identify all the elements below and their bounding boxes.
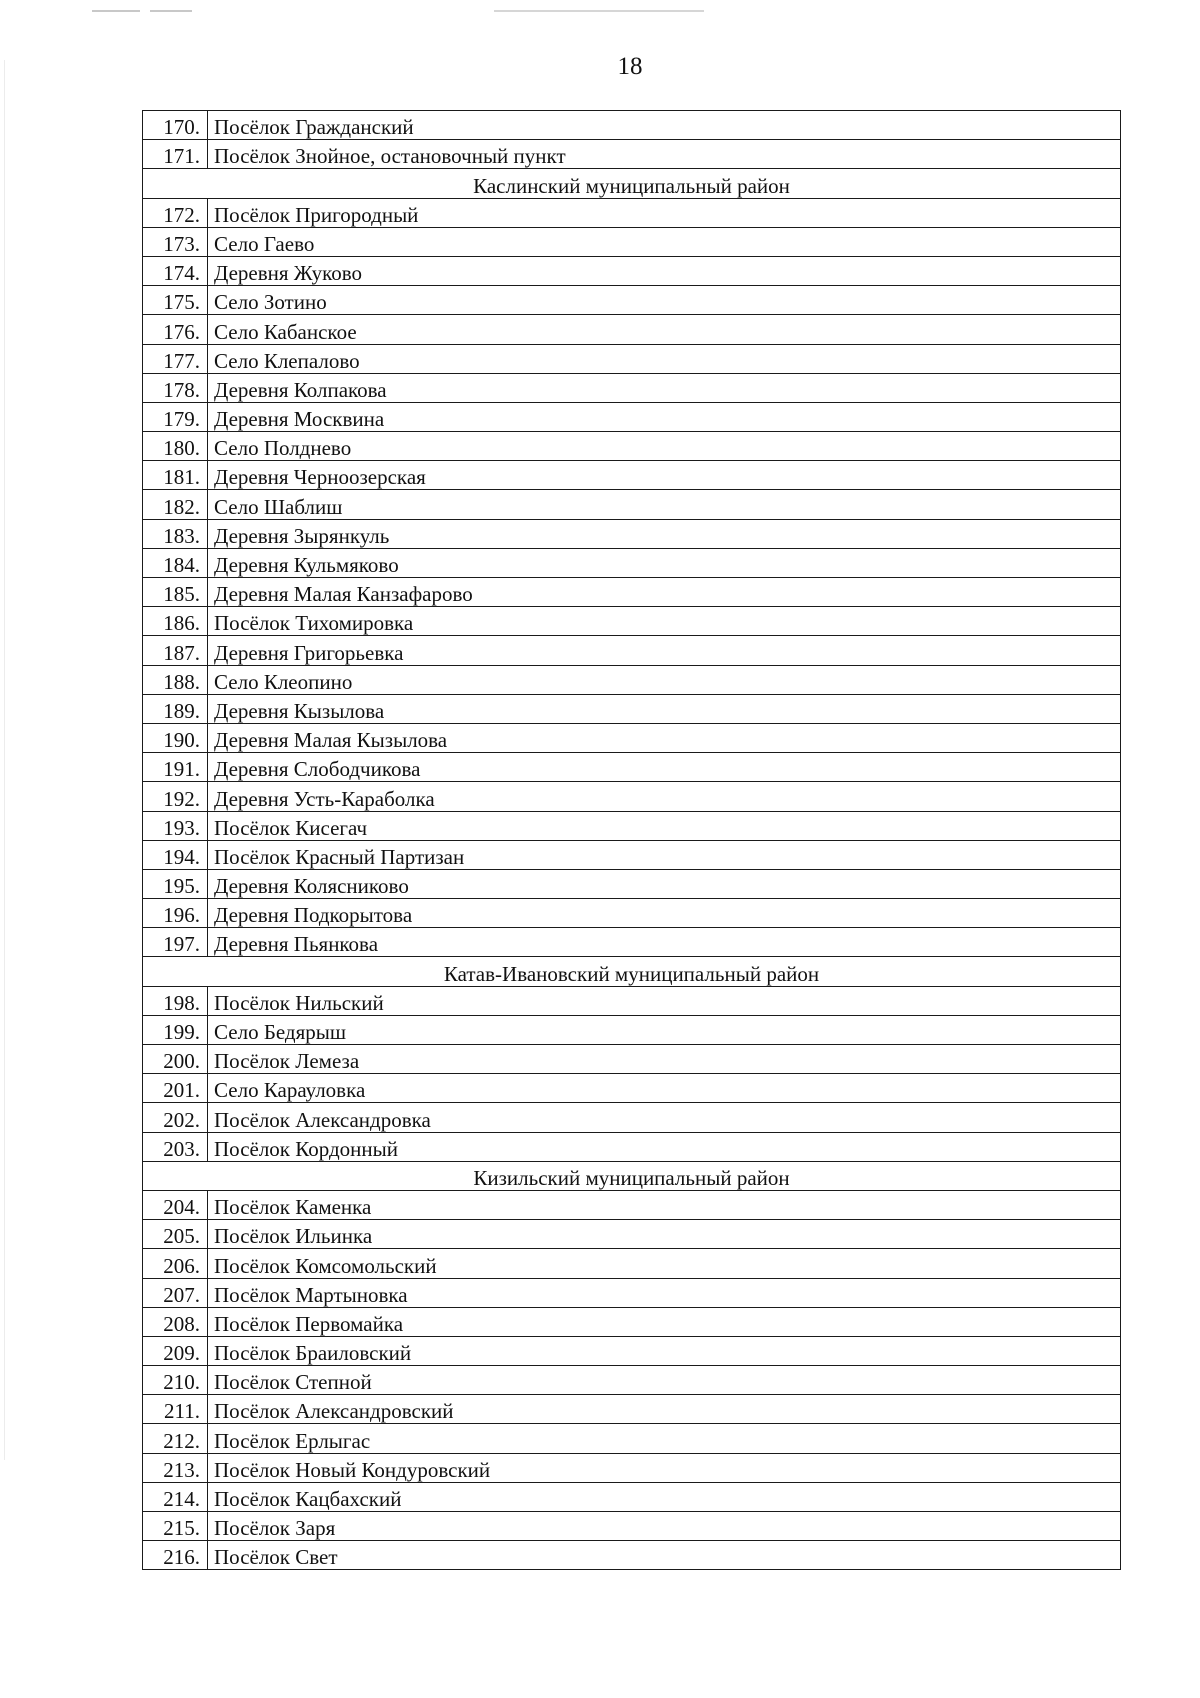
settlement-name: Село Клепалово xyxy=(208,344,1121,373)
row-number: 183. xyxy=(143,519,208,548)
row-number: 208. xyxy=(143,1307,208,1336)
row-number: 185. xyxy=(143,578,208,607)
settlement-name: Деревня Колясниково xyxy=(208,869,1121,898)
row-number: 196. xyxy=(143,899,208,928)
row-number: 181. xyxy=(143,461,208,490)
settlement-name: Деревня Жуково xyxy=(208,256,1121,285)
settlement-name: Посёлок Новый Кондуровский xyxy=(208,1453,1121,1482)
settlement-name: Посёлок Браиловский xyxy=(208,1336,1121,1365)
settlement-name: Деревня Кульмяково xyxy=(208,548,1121,577)
table-row xyxy=(143,344,1121,373)
row-number: 180. xyxy=(143,432,208,461)
settlement-name: Посёлок Мартыновка xyxy=(208,1278,1121,1307)
row-number: 201. xyxy=(143,1074,208,1103)
table-row xyxy=(143,198,1121,227)
table-row xyxy=(143,519,1121,548)
row-number: 213. xyxy=(143,1453,208,1482)
row-number: 190. xyxy=(143,723,208,752)
settlement-name: Посёлок Кисегач xyxy=(208,811,1121,840)
table-row xyxy=(143,1541,1121,1570)
table-row xyxy=(143,1366,1121,1395)
settlement-name: Село Кабанское xyxy=(208,315,1121,344)
settlement-name: Село Бедярыш xyxy=(208,1015,1121,1044)
settlements-table xyxy=(142,110,1121,1570)
row-number: 214. xyxy=(143,1482,208,1511)
table-row xyxy=(143,432,1121,461)
row-number: 206. xyxy=(143,1249,208,1278)
row-number: 194. xyxy=(143,840,208,869)
settlement-name: Посёлок Александровка xyxy=(208,1103,1121,1132)
row-number: 173. xyxy=(143,227,208,256)
settlement-name: Село Зотино xyxy=(208,286,1121,315)
table-row xyxy=(143,1482,1121,1511)
row-number: 172. xyxy=(143,198,208,227)
row-number: 205. xyxy=(143,1220,208,1249)
scan-artifact xyxy=(494,10,704,12)
table-row xyxy=(143,1512,1121,1541)
table-row xyxy=(143,636,1121,665)
row-number: 176. xyxy=(143,315,208,344)
table-row xyxy=(143,694,1121,723)
row-number: 192. xyxy=(143,782,208,811)
settlement-name: Деревня Москвина xyxy=(208,402,1121,431)
table-row xyxy=(143,899,1121,928)
row-number: 179. xyxy=(143,402,208,431)
table-row xyxy=(143,1278,1121,1307)
table-row xyxy=(143,373,1121,402)
settlement-name: Посёлок Каменка xyxy=(208,1190,1121,1219)
row-number: 203. xyxy=(143,1132,208,1161)
row-number: 211. xyxy=(143,1395,208,1424)
table-row xyxy=(143,490,1121,519)
table-row xyxy=(143,1132,1121,1161)
table-row xyxy=(143,1395,1121,1424)
table-row xyxy=(143,256,1121,285)
table-row xyxy=(143,1424,1121,1453)
row-number: 215. xyxy=(143,1512,208,1541)
table-row xyxy=(143,111,1121,140)
row-number: 175. xyxy=(143,286,208,315)
table-row xyxy=(143,227,1121,256)
row-number: 171. xyxy=(143,140,208,169)
table-row xyxy=(143,578,1121,607)
settlement-name: Посёлок Комсомольский xyxy=(208,1249,1121,1278)
row-number: 200. xyxy=(143,1045,208,1074)
settlements-table-body xyxy=(143,111,1121,1570)
table-row xyxy=(143,461,1121,490)
table-row xyxy=(143,402,1121,431)
settlement-name: Деревня Колпакова xyxy=(208,373,1121,402)
row-number: 216. xyxy=(143,1541,208,1570)
settlement-name: Посёлок Пригородный xyxy=(208,198,1121,227)
settlement-name: Деревня Григорьевка xyxy=(208,636,1121,665)
district-header-row xyxy=(143,169,1121,198)
table-row xyxy=(143,869,1121,898)
table-row xyxy=(143,1453,1121,1482)
settlement-name: Посёлок Красный Партизан xyxy=(208,840,1121,869)
row-number: 195. xyxy=(143,869,208,898)
row-number: 189. xyxy=(143,694,208,723)
district-name: Катав-Ивановский муниципальный район xyxy=(143,957,1121,986)
table-row xyxy=(143,665,1121,694)
scan-artifact xyxy=(92,10,140,12)
settlement-name: Посёлок Свет xyxy=(208,1541,1121,1570)
row-number: 210. xyxy=(143,1366,208,1395)
district-name: Кизильский муниципальный район xyxy=(143,1161,1121,1190)
settlement-name: Село Шаблиш xyxy=(208,490,1121,519)
settlement-name: Посёлок Ильинка xyxy=(208,1220,1121,1249)
table-row xyxy=(143,1190,1121,1219)
settlement-name: Деревня Малая Кызылова xyxy=(208,723,1121,752)
row-number: 188. xyxy=(143,665,208,694)
row-number: 191. xyxy=(143,753,208,782)
table-row xyxy=(143,1220,1121,1249)
table-row xyxy=(143,286,1121,315)
row-number: 202. xyxy=(143,1103,208,1132)
settlement-name: Посёлок Первомайка xyxy=(208,1307,1121,1336)
settlement-name: Село Гаево xyxy=(208,227,1121,256)
row-number: 207. xyxy=(143,1278,208,1307)
settlement-name: Посёлок Степной xyxy=(208,1366,1121,1395)
settlement-name: Посёлок Лемеза xyxy=(208,1045,1121,1074)
row-number: 186. xyxy=(143,607,208,636)
row-number: 204. xyxy=(143,1190,208,1219)
table-row xyxy=(143,986,1121,1015)
row-number: 170. xyxy=(143,111,208,140)
settlement-name: Посёлок Знойное, остановочный пункт xyxy=(208,140,1121,169)
row-number: 184. xyxy=(143,548,208,577)
settlement-name: Село Клеопино xyxy=(208,665,1121,694)
table-row xyxy=(143,928,1121,957)
table-row xyxy=(143,753,1121,782)
row-number: 178. xyxy=(143,373,208,402)
table-row xyxy=(143,811,1121,840)
settlement-name: Посёлок Кордонный xyxy=(208,1132,1121,1161)
table-row xyxy=(143,1336,1121,1365)
settlement-name: Посёлок Кацбахский xyxy=(208,1482,1121,1511)
table-row xyxy=(143,607,1121,636)
row-number: 199. xyxy=(143,1015,208,1044)
row-number: 174. xyxy=(143,256,208,285)
row-number: 182. xyxy=(143,490,208,519)
row-number: 209. xyxy=(143,1336,208,1365)
row-number: 177. xyxy=(143,344,208,373)
settlement-name: Деревня Зырянкуль xyxy=(208,519,1121,548)
scan-edge xyxy=(4,60,5,1460)
row-number: 212. xyxy=(143,1424,208,1453)
table-row xyxy=(143,548,1121,577)
table-row xyxy=(143,1103,1121,1132)
table-row xyxy=(143,315,1121,344)
table-row xyxy=(143,1074,1121,1103)
settlement-name: Село Карауловка xyxy=(208,1074,1121,1103)
district-header-row xyxy=(143,957,1121,986)
table-row xyxy=(143,1249,1121,1278)
settlement-name: Деревня Кызылова xyxy=(208,694,1121,723)
settlement-name: Деревня Пьянкова xyxy=(208,928,1121,957)
settlement-name: Деревня Подкорытова xyxy=(208,899,1121,928)
settlement-name: Посёлок Нильский xyxy=(208,986,1121,1015)
district-header-row xyxy=(143,1161,1121,1190)
table-row xyxy=(143,1307,1121,1336)
settlement-name: Посёлок Александровский xyxy=(208,1395,1121,1424)
row-number: 193. xyxy=(143,811,208,840)
settlement-name: Деревня Слободчикова xyxy=(208,753,1121,782)
table-row xyxy=(143,723,1121,752)
table-row xyxy=(143,782,1121,811)
district-name: Каслинский муниципальный район xyxy=(143,169,1121,198)
table-row xyxy=(143,140,1121,169)
settlement-name: Деревня Малая Канзафарово xyxy=(208,578,1121,607)
settlement-name: Посёлок Тихомировка xyxy=(208,607,1121,636)
settlement-name: Посёлок Заря xyxy=(208,1512,1121,1541)
table-row xyxy=(143,1015,1121,1044)
settlement-name: Посёлок Ерлыгас xyxy=(208,1424,1121,1453)
settlement-name: Деревня Усть-Караболка xyxy=(208,782,1121,811)
table-row xyxy=(143,840,1121,869)
row-number: 198. xyxy=(143,986,208,1015)
page-number: 18 xyxy=(617,53,643,80)
row-number: 197. xyxy=(143,928,208,957)
settlement-name: Деревня Черноозерская xyxy=(208,461,1121,490)
settlement-name: Посёлок Гражданский xyxy=(208,111,1121,140)
row-number: 187. xyxy=(143,636,208,665)
settlement-name: Село Полднево xyxy=(208,432,1121,461)
table-row xyxy=(143,1045,1121,1074)
scan-artifact xyxy=(150,10,192,12)
